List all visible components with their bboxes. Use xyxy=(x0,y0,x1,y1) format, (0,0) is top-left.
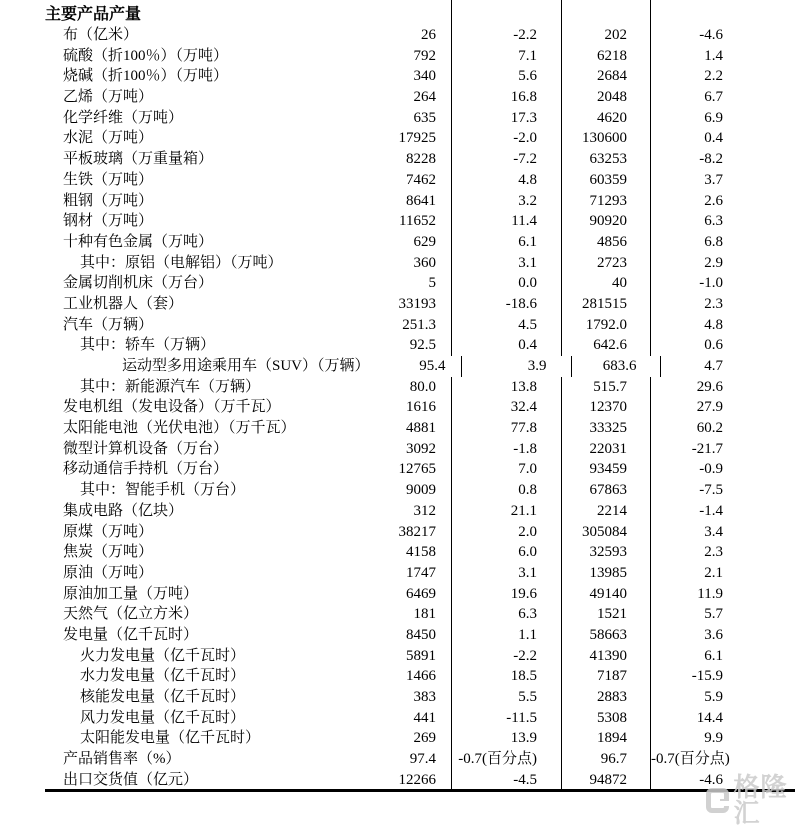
value-cell-1: 635 xyxy=(360,108,452,129)
value-cell-2: 16.8 xyxy=(452,87,562,108)
value-cell-3: 94872 xyxy=(562,770,651,791)
product-label: 工业机器人（套） xyxy=(0,294,360,315)
value-cell-1: 251.3 xyxy=(360,315,452,336)
value-cell-4: 3.6 xyxy=(651,625,801,646)
value-cell-2: 21.1 xyxy=(452,501,562,522)
value-cell-3: 49140 xyxy=(562,584,651,605)
product-label: 布（亿米） xyxy=(0,25,360,46)
value-cell-4: 1.4 xyxy=(651,46,801,67)
value-cell-3: 7187 xyxy=(562,666,651,687)
value-cell-3: 2883 xyxy=(562,687,651,708)
value-cell-2: -11.5 xyxy=(452,708,562,729)
value-cell-3: 90920 xyxy=(562,211,651,232)
value-cell-2: -7.2 xyxy=(452,149,562,170)
value-cell-1 xyxy=(360,0,452,25)
value-cell-3: 13985 xyxy=(562,563,651,584)
value-cell-4: 4.8 xyxy=(651,315,801,336)
value-cell-2: 7.1 xyxy=(452,46,562,67)
value-cell-2: 2.0 xyxy=(452,522,562,543)
watermark xyxy=(706,774,801,826)
value-cell-2: 18.5 xyxy=(452,666,562,687)
value-cell-2: 5.5 xyxy=(452,687,562,708)
value-cell-1: 1747 xyxy=(360,563,452,584)
value-cell-3: 71293 xyxy=(562,191,651,212)
value-cell-4: 2.6 xyxy=(651,191,801,212)
table-row xyxy=(0,459,801,480)
value-cell-4: 2.2 xyxy=(651,66,801,87)
value-cell-1: 8450 xyxy=(360,625,452,646)
value-cell-4: 9.9 xyxy=(651,728,801,749)
value-cell-3: 5308 xyxy=(562,708,651,729)
table-row xyxy=(0,708,801,729)
product-label: 发电机组（发电设备）（万千瓦） xyxy=(0,397,360,418)
product-label: 其中：新能源汽车（万辆） xyxy=(0,377,360,398)
value-cell-4: 6.7 xyxy=(651,87,801,108)
product-label: 太阳能发电量（亿千瓦时） xyxy=(0,728,360,749)
value-cell-3: 93459 xyxy=(562,459,651,480)
value-cell-2: -2.2 xyxy=(452,25,562,46)
value-cell-3: 4856 xyxy=(562,232,651,253)
table-row xyxy=(0,563,801,584)
value-cell-1: 7462 xyxy=(360,170,452,191)
product-label: 原煤（万吨） xyxy=(0,522,360,543)
value-cell-1: 181 xyxy=(360,604,452,625)
value-cell-2: 0.8 xyxy=(452,480,562,501)
value-cell-2: 1.1 xyxy=(452,625,562,646)
value-cell-3: 281515 xyxy=(562,294,651,315)
product-label: 核能发电量（亿千瓦时） xyxy=(0,687,360,708)
value-cell-2 xyxy=(452,0,562,25)
value-cell-2: -18.6 xyxy=(452,294,562,315)
value-cell-4: 6.9 xyxy=(651,108,801,129)
table-row xyxy=(0,170,801,191)
value-cell-1: 95.4 xyxy=(370,356,462,377)
value-cell-1: 269 xyxy=(360,728,452,749)
value-cell-4 xyxy=(651,0,801,25)
value-cell-2: 6.0 xyxy=(452,542,562,563)
value-cell-4: 2.3 xyxy=(651,294,801,315)
value-cell-3: 63253 xyxy=(562,149,651,170)
value-cell-1: 38217 xyxy=(360,522,452,543)
value-cell-4: 3.4 xyxy=(651,522,801,543)
product-label: 原油加工量（万吨） xyxy=(0,584,360,605)
value-cell-2: 3.1 xyxy=(452,563,562,584)
value-cell-3: 130600 xyxy=(562,128,651,149)
table-row xyxy=(0,418,801,439)
value-cell-3: 2214 xyxy=(562,501,651,522)
value-cell-3: 96.7 xyxy=(562,749,651,770)
table-row xyxy=(0,377,801,398)
value-cell-3: 683.6 xyxy=(572,356,661,377)
value-cell-4: -1.0 xyxy=(651,273,801,294)
value-cell-1: 4881 xyxy=(360,418,452,439)
table-row xyxy=(0,273,801,294)
product-label: 微型计算机设备（万台） xyxy=(0,439,360,460)
gelonghui-logo-icon xyxy=(706,788,729,813)
value-cell-1: 264 xyxy=(360,87,452,108)
table-row xyxy=(0,501,801,522)
product-label: 乙烯（万吨） xyxy=(0,87,360,108)
value-cell-4: 3.7 xyxy=(651,170,801,191)
product-label: 天然气（亿立方米） xyxy=(0,604,360,625)
value-cell-1: 312 xyxy=(360,501,452,522)
value-cell-1: 340 xyxy=(360,66,452,87)
product-label: 运动型多用途乘用车（SUV）（万辆） xyxy=(0,356,370,377)
value-cell-1: 17925 xyxy=(360,128,452,149)
value-cell-4: 5.7 xyxy=(651,604,801,625)
value-cell-2: -4.5 xyxy=(452,770,562,791)
table-row xyxy=(0,25,801,46)
value-cell-1: 92.5 xyxy=(360,335,452,356)
table-row xyxy=(0,66,801,87)
product-label: 焦炭（万吨） xyxy=(0,542,360,563)
value-cell-2: -1.8 xyxy=(452,439,562,460)
product-label: 十种有色金属（万吨） xyxy=(0,232,360,253)
table-row xyxy=(0,666,801,687)
value-cell-4: 0.6 xyxy=(651,335,801,356)
value-cell-1: 629 xyxy=(360,232,452,253)
value-cell-4: -1.4 xyxy=(651,501,801,522)
product-label: 移动通信手持机（万台） xyxy=(0,459,360,480)
product-label: 水力发电量（亿千瓦时） xyxy=(0,666,360,687)
value-cell-3: 1894 xyxy=(562,728,651,749)
value-cell-3: 2684 xyxy=(562,66,651,87)
value-cell-3: 33325 xyxy=(562,418,651,439)
value-cell-3: 40 xyxy=(562,273,651,294)
table-row xyxy=(0,191,801,212)
value-cell-3: 1792.0 xyxy=(562,315,651,336)
value-cell-1: 97.4 xyxy=(360,749,452,770)
value-cell-2: -2.0 xyxy=(452,128,562,149)
table-bottom-rule xyxy=(45,789,795,792)
value-cell-4: 4.7 xyxy=(661,356,801,377)
value-cell-4: -4.6 xyxy=(651,770,801,791)
table-row xyxy=(0,770,801,791)
value-cell-3: 58663 xyxy=(562,625,651,646)
table-row xyxy=(0,604,801,625)
value-cell-4: 6.1 xyxy=(651,646,801,667)
value-cell-4: 6.3 xyxy=(651,211,801,232)
value-cell-2: 0.4 xyxy=(452,335,562,356)
table-row xyxy=(0,439,801,460)
value-cell-4: -8.2 xyxy=(651,149,801,170)
value-cell-2: -2.2 xyxy=(452,646,562,667)
value-cell-2: 0.0 xyxy=(452,273,562,294)
table-row xyxy=(0,46,801,67)
value-cell-3: 4620 xyxy=(562,108,651,129)
table-row xyxy=(0,480,801,501)
value-cell-3 xyxy=(562,0,651,25)
table-row xyxy=(0,315,801,336)
table-row xyxy=(0,87,801,108)
table-title: 主要产品产量 xyxy=(0,0,360,25)
table-row xyxy=(0,542,801,563)
product-label: 生铁（万吨） xyxy=(0,170,360,191)
value-cell-4: -21.7 xyxy=(651,439,801,460)
watermark-text: 格隆汇 xyxy=(734,774,801,826)
value-cell-2: 4.5 xyxy=(452,315,562,336)
product-label: 汽车（万辆） xyxy=(0,315,360,336)
value-cell-1: 5891 xyxy=(360,646,452,667)
table-row xyxy=(0,356,801,377)
value-cell-1: 8641 xyxy=(360,191,452,212)
value-cell-1: 383 xyxy=(360,687,452,708)
product-label: 金属切削机床（万台） xyxy=(0,273,360,294)
table-row xyxy=(0,211,801,232)
value-cell-4: 5.9 xyxy=(651,687,801,708)
value-cell-2: 7.0 xyxy=(452,459,562,480)
value-cell-4: -15.9 xyxy=(651,666,801,687)
table-row xyxy=(0,149,801,170)
table-row xyxy=(0,625,801,646)
value-cell-1: 11652 xyxy=(360,211,452,232)
value-cell-4: 27.9 xyxy=(651,397,801,418)
value-cell-3: 2723 xyxy=(562,253,651,274)
value-cell-2: 3.9 xyxy=(462,356,572,377)
value-cell-1: 1466 xyxy=(360,666,452,687)
table-row xyxy=(0,749,801,770)
value-cell-2: 11.4 xyxy=(452,211,562,232)
product-label: 其中：原铝（电解铝）（万吨） xyxy=(0,253,360,274)
value-cell-4: 2.1 xyxy=(651,563,801,584)
value-cell-1: 3092 xyxy=(360,439,452,460)
value-cell-3: 60359 xyxy=(562,170,651,191)
value-cell-2: 19.6 xyxy=(452,584,562,605)
value-cell-3: 515.7 xyxy=(562,377,651,398)
value-cell-2: 3.1 xyxy=(452,253,562,274)
table-row xyxy=(0,522,801,543)
product-label: 水泥（万吨） xyxy=(0,128,360,149)
value-cell-1: 1616 xyxy=(360,397,452,418)
value-cell-3: 41390 xyxy=(562,646,651,667)
product-label: 集成电路（亿块） xyxy=(0,501,360,522)
value-cell-1: 80.0 xyxy=(360,377,452,398)
value-cell-2: 6.3 xyxy=(452,604,562,625)
table-row xyxy=(0,397,801,418)
value-cell-3: 67863 xyxy=(562,480,651,501)
value-cell-1: 12765 xyxy=(360,459,452,480)
value-cell-1: 5 xyxy=(360,273,452,294)
value-cell-2: 13.8 xyxy=(452,377,562,398)
table-row xyxy=(0,646,801,667)
value-cell-2: 32.4 xyxy=(452,397,562,418)
value-cell-3: 1521 xyxy=(562,604,651,625)
product-label: 其中：智能手机（万台） xyxy=(0,480,360,501)
value-cell-2: -0.7(百分点) xyxy=(452,749,562,770)
table-row xyxy=(0,232,801,253)
value-cell-1: 8228 xyxy=(360,149,452,170)
value-cell-2: 6.1 xyxy=(452,232,562,253)
value-cell-1: 360 xyxy=(360,253,452,274)
table-title-row xyxy=(0,0,801,25)
product-label: 发电量（亿千瓦时） xyxy=(0,625,360,646)
value-cell-2: 3.2 xyxy=(452,191,562,212)
value-cell-4: 6.8 xyxy=(651,232,801,253)
value-cell-4: 11.9 xyxy=(651,584,801,605)
product-label: 硫酸（折100％）（万吨） xyxy=(0,46,360,67)
table-row xyxy=(0,728,801,749)
value-cell-3: 2048 xyxy=(562,87,651,108)
products-table-rows xyxy=(0,25,801,790)
value-cell-3: 12370 xyxy=(562,397,651,418)
value-cell-4: 60.2 xyxy=(651,418,801,439)
product-label: 出口交货值（亿元） xyxy=(0,770,360,791)
product-label: 粗钢（万吨） xyxy=(0,191,360,212)
value-cell-3: 642.6 xyxy=(562,335,651,356)
value-cell-4: -0.7(百分点) xyxy=(651,749,801,770)
value-cell-2: 13.9 xyxy=(452,728,562,749)
product-label: 钢材（万吨） xyxy=(0,211,360,232)
table-row xyxy=(0,687,801,708)
value-cell-2: 4.8 xyxy=(452,170,562,191)
product-label: 烧碱（折100％）（万吨） xyxy=(0,66,360,87)
value-cell-4: -7.5 xyxy=(651,480,801,501)
value-cell-4: 29.6 xyxy=(651,377,801,398)
value-cell-1: 9009 xyxy=(360,480,452,501)
value-cell-4: 0.4 xyxy=(651,128,801,149)
value-cell-1: 4158 xyxy=(360,542,452,563)
product-label: 化学纤维（万吨） xyxy=(0,108,360,129)
value-cell-3: 305084 xyxy=(562,522,651,543)
value-cell-3: 6218 xyxy=(562,46,651,67)
value-cell-3: 22031 xyxy=(562,439,651,460)
product-label: 其中：轿车（万辆） xyxy=(0,335,360,356)
value-cell-2: 77.8 xyxy=(452,418,562,439)
table-row xyxy=(0,253,801,274)
table-row xyxy=(0,108,801,129)
value-cell-1: 792 xyxy=(360,46,452,67)
table-row xyxy=(0,584,801,605)
value-cell-2: 5.6 xyxy=(452,66,562,87)
value-cell-2: 17.3 xyxy=(452,108,562,129)
table-row xyxy=(0,335,801,356)
product-label: 原油（万吨） xyxy=(0,563,360,584)
value-cell-4: -0.9 xyxy=(651,459,801,480)
product-label: 风力发电量（亿千瓦时） xyxy=(0,708,360,729)
value-cell-3: 32593 xyxy=(562,542,651,563)
value-cell-1: 33193 xyxy=(360,294,452,315)
value-cell-4: 14.4 xyxy=(651,708,801,729)
product-label: 产品销售率（%） xyxy=(0,749,360,770)
value-cell-3: 202 xyxy=(562,25,651,46)
value-cell-4: -4.6 xyxy=(651,25,801,46)
value-cell-1: 26 xyxy=(360,25,452,46)
value-cell-1: 12266 xyxy=(360,770,452,791)
value-cell-1: 441 xyxy=(360,708,452,729)
table-row xyxy=(0,128,801,149)
value-cell-1: 6469 xyxy=(360,584,452,605)
value-cell-4: 2.3 xyxy=(651,542,801,563)
product-label: 平板玻璃（万重量箱） xyxy=(0,149,360,170)
table-row xyxy=(0,294,801,315)
product-label: 太阳能电池（光伏电池）（万千瓦） xyxy=(0,418,360,439)
product-label: 火力发电量（亿千瓦时） xyxy=(0,646,360,667)
value-cell-4: 2.9 xyxy=(651,253,801,274)
